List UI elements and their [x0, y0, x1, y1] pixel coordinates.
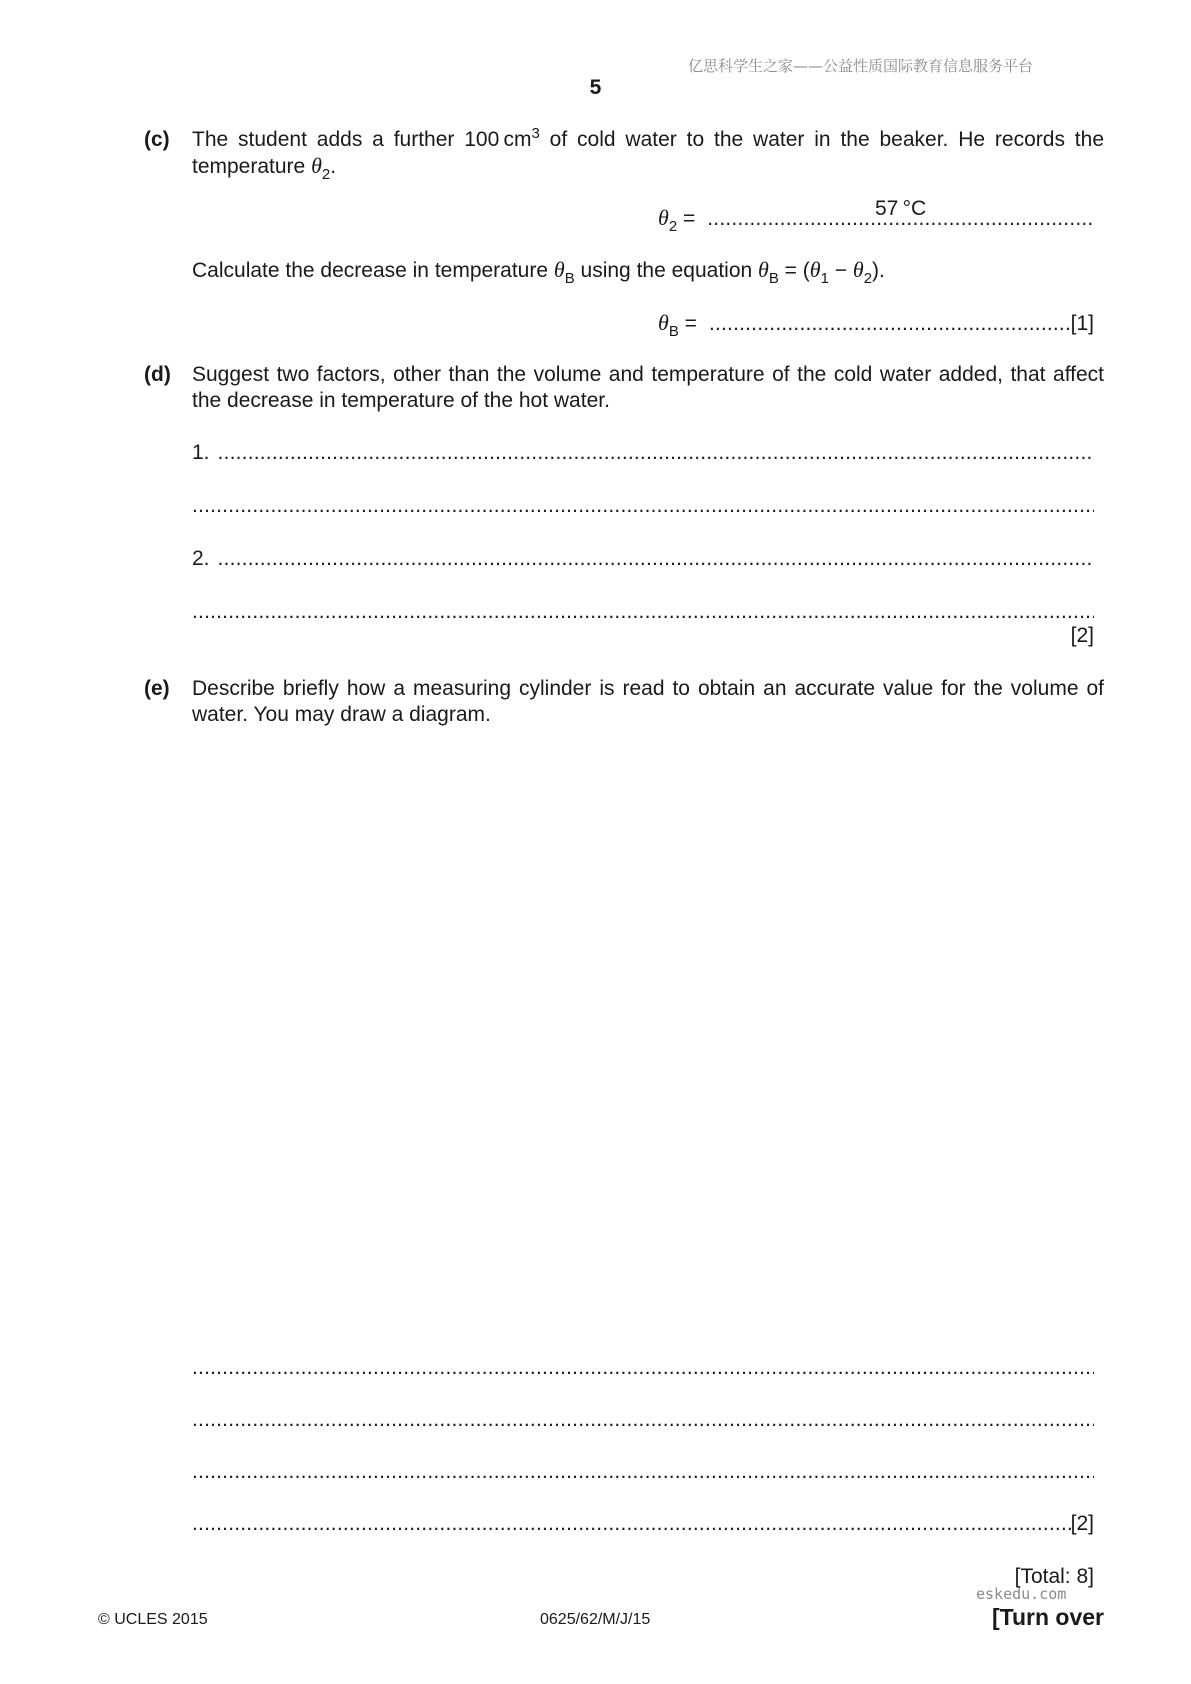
diagram-space[interactable]	[192, 740, 1094, 1340]
page-number: 5	[589, 76, 602, 99]
part-c-question	[192, 125, 1104, 183]
part-e-answer-row-4	[192, 1511, 1094, 1537]
theta-symbol: θ	[658, 205, 669, 230]
theta-b-label	[658, 310, 709, 340]
footer-paper-code: 0625/62/M/J/15	[540, 1611, 651, 1628]
calc-text-c: = (	[778, 259, 810, 282]
theta-symbol: θ	[553, 257, 565, 282]
part-e-answer-line[interactable]	[192, 1407, 1094, 1433]
theta-symbol: θ	[758, 257, 769, 282]
part-c-text-a: The student adds a further 100 cm	[192, 128, 532, 151]
part-e-answer-row-1	[192, 1355, 1094, 1381]
part-c-label: (c)	[144, 128, 170, 151]
footer-copyright: © UCLES 2015	[98, 1611, 208, 1628]
part-e-question: Describe briefly how a measuring cylinder is read to obtain an accurate value for the volume of water. You may draw a diagram.	[192, 677, 1104, 726]
factor-2-continuation-line[interactable]	[192, 599, 1094, 625]
part-e-answer-line[interactable]	[192, 1459, 1094, 1485]
part-e-answer-row-3	[192, 1459, 1094, 1485]
total-marks: [Total: 8]	[1014, 1565, 1094, 1588]
calc-text-e: ).	[872, 259, 885, 282]
site-watermark: eskedu.com	[976, 1585, 1067, 1603]
part-e-answer-line[interactable]	[192, 1511, 1071, 1537]
theta-b-subscript: B	[564, 270, 575, 287]
theta-2-subscript: 2	[863, 270, 873, 287]
turn-over-label: [Turn over	[991, 1604, 1104, 1630]
equals-sign: =	[677, 207, 696, 230]
part-e-answer-line[interactable]	[192, 1355, 1094, 1381]
calc-text-a: Calculate the decrease in temperature	[192, 259, 554, 282]
theta-b-answer-line[interactable]	[709, 311, 1071, 337]
factor-1-answer-line[interactable]	[218, 440, 1094, 466]
cm-cubed-superscript: 3	[531, 125, 540, 142]
theta-b-answer-row	[658, 310, 1094, 340]
theta-symbol: θ	[311, 153, 322, 178]
theta-2-label-subscript: 2	[668, 218, 678, 235]
theta-b-label-subscript: B	[668, 323, 679, 340]
part-c-text-b: of cold water to the water in the beaker. He records the temperature	[192, 128, 1104, 178]
header-watermark: 亿思科学生之家——公益性质国际教育信息服务平台	[688, 57, 1034, 75]
mark-allocation: [2]	[1070, 1512, 1094, 1535]
factor-1-number: 1.	[192, 441, 210, 464]
factor-1-continuation-row	[192, 493, 1094, 519]
calc-text-b: using the equation	[574, 259, 759, 282]
factor-2-answer-row	[192, 546, 1094, 572]
part-e-label: (e)	[144, 677, 170, 700]
factor-2-number: 2.	[192, 547, 210, 570]
part-c-text-end: .	[330, 155, 337, 178]
mark-allocation: [2]	[1070, 624, 1094, 647]
part-e-answer-row-2	[192, 1407, 1094, 1433]
theta-symbol: θ	[658, 310, 669, 335]
factor-2-continuation-row	[192, 599, 1094, 625]
equals-sign: =	[678, 312, 697, 335]
theta-1-subscript: 1	[820, 270, 829, 287]
theta-symbol: θ	[809, 257, 821, 282]
theta-2-label	[658, 205, 707, 235]
theta-b-subscript: B	[768, 270, 779, 287]
part-d-question: Suggest two factors, other than the volume and temperature of the cold water added, that affect the decrease in temperature of the hot water.	[192, 363, 1104, 412]
minus-sign: −	[828, 259, 853, 282]
theta-2-handwritten-answer: 57 °C	[875, 197, 927, 220]
theta-symbol: θ	[852, 257, 864, 282]
factor-1-continuation-line[interactable]	[192, 493, 1094, 519]
theta-2-subscript: 2	[321, 166, 331, 183]
part-d-label: (d)	[144, 363, 171, 386]
factor-2-answer-line[interactable]	[218, 546, 1094, 572]
mark-allocation: [1]	[1070, 312, 1094, 335]
factor-1-answer-row	[192, 440, 1094, 466]
calculate-instruction	[192, 257, 885, 287]
